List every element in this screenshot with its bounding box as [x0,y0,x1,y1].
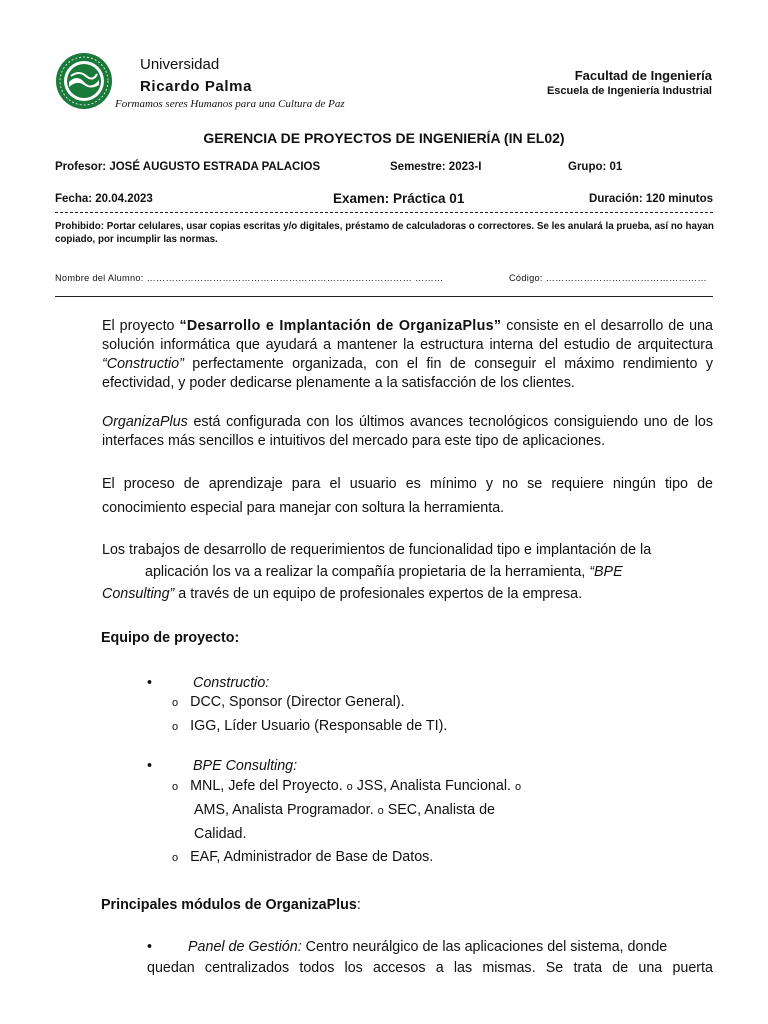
constructio-item: o DCC, Sponsor (Director General). [172,694,405,710]
duracion-field: Duración: 120 minutos [589,193,713,205]
bpe-item-line: o EAF, Administrador de Base de Datos. [172,849,434,865]
profesor-field: Profesor: JOSÉ AUGUSTO ESTRADA PALACIOS [55,161,321,173]
semestre-field: Semestre: 2023-I [390,161,482,173]
paragraph-aprendizaje: El proceso de aprendizaje para el usuario es mínimo y no se requiere ningún tipo de conocimiento especial para manejar con soltura la herramienta. [102,476,713,516]
paragraph-trabajos-line2: aplicación los va a realizar la compañía propietaria de la herramienta, “BPE [145,564,623,580]
school-name: Escuela de Ingeniería Industrial [546,85,712,97]
panel-gestion-line1: • Panel de Gestión: Centro neurálgico de las aplicaciones del sistema, donde [147,939,668,955]
modulos-heading: Principales módulos de OrganizaPlus: [101,897,361,913]
paragraph-intro: El proyecto “Desarrollo e Implantación de OrganizaPlus” consiste en el desarrollo de una solución informática que ayudará a mantener la estructura interna del estudio de arquitectura “Constructio” perfectamente organizada, con el fin de conseguir el máximo rendimiento y efectividad, y poder dedicarse plenamente a la satisfacción de los clientes. [102,318,713,391]
bpe-item-line: o MNL, Jefe del Proyecto. o JSS, Analista Funcional. o [172,778,522,794]
grupo-field: Grupo: 01 [568,161,623,173]
header-rule [55,296,713,297]
course-title: GERENCIA DE PROYECTOS DE INGENIERÍA (IN EL02) [203,130,565,146]
constructio-label: Constructio: [193,675,270,691]
panel-gestion-line2: quedan centralizados todos los accesos a las mismas. Se trata de una puerta [147,960,713,976]
university-name-line1: Universidad [140,56,220,73]
paragraph-organizaplus: OrganizaPlus está configurada con los últimos avances tecnológicos consiguiendo uno de los interfaces más sencillos e intuitivos del mercado para este tipo de aplicaciones. [102,414,713,449]
university-seal-logo [55,52,113,110]
bpe-item-line: AMS, Analista Programador. o SEC, Analista de [194,802,495,818]
bpe-label: BPE Consulting: [193,758,298,774]
dashed-divider [55,212,713,213]
fecha-field: Fecha: 20.04.2023 [55,193,153,205]
prohibido-notice: Prohibido: Portar celulares, usar copias escritas y/o digitales, préstamo de calculadoras o correctores. Se les anulará la prueba, así no hayan copiado, por incumplir las normas. [55,221,714,245]
student-code-field: Código: …………………………………………… [509,273,707,283]
paragraph-trabajos-line1: Los trabajos de desarrollo de requerimientos de funcionalidad tipo e implantación de la [102,542,652,558]
paragraph-trabajos-line3: Consulting” a través de un equipo de profesionales expertos de la empresa. [102,586,583,602]
student-name-field: Nombre del Alumno: ………………………………………………………………………… ……… [55,273,444,283]
faculty-name: Facultad de Ingeniería [574,68,712,83]
bullet-bpe: • [147,758,153,774]
examen-field: Examen: Práctica 01 [333,191,465,206]
university-name-line2: Ricardo Palma [140,78,253,95]
equipo-heading: Equipo de proyecto: [101,630,240,646]
bullet-constructio: • [147,675,153,691]
bpe-item-line: Calidad. [194,826,247,842]
constructio-item: o IGG, Líder Usuario (Responsable de TI). [172,718,448,734]
university-motto: Formamos seres Humanos para una Cultura de Paz [115,98,345,110]
